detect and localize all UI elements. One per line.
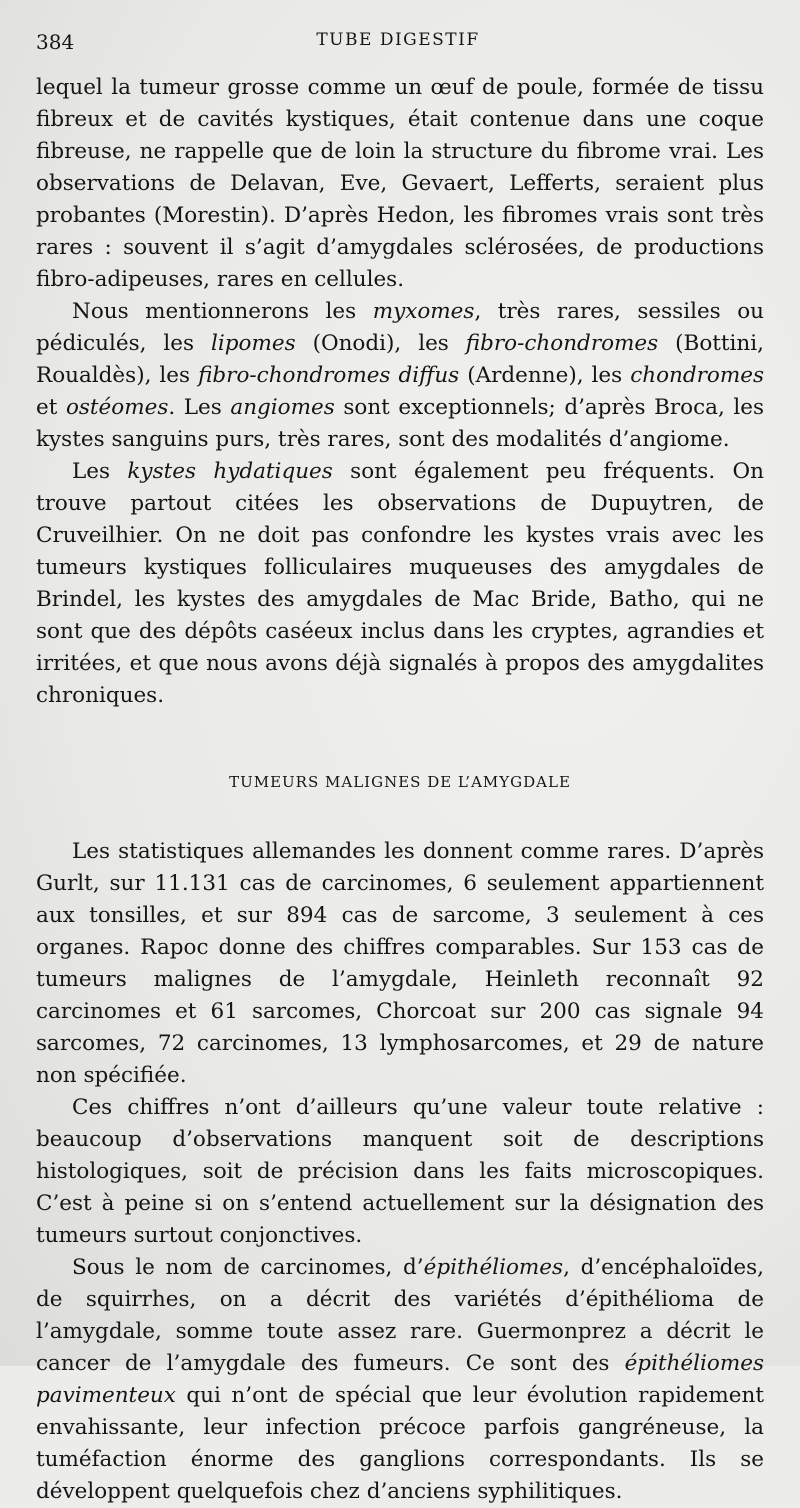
italic-term: épithéliomes pavimenteux bbox=[36, 1351, 764, 1408]
italic-term: chondromes bbox=[630, 363, 764, 388]
paragraph-group-bottom bbox=[36, 836, 764, 1508]
italic-term: lipomes bbox=[211, 331, 296, 356]
italic-term: ostéomes bbox=[65, 395, 169, 420]
running-title: TUBE DIGESTIF bbox=[316, 30, 480, 50]
italic-term: épithéliomes bbox=[423, 1255, 564, 1280]
paragraph bbox=[36, 1252, 764, 1508]
italic-term: fibro-chondromes diffus bbox=[198, 363, 460, 388]
page-body bbox=[36, 72, 764, 1508]
paragraph-group-top bbox=[36, 72, 764, 712]
text-run: , d’encéphaloïdes, de squirrhes, on a décrit des variétés d’épithélioma de l’amygdale, somme toute assez rare. Guermonprez a décrit le cancer de l’amygdale des fumeurs. Ce sont des bbox=[36, 1255, 764, 1376]
text-run: sont également peu fréquents. On trouve partout citées les observations de Dupuytren, de Cruveilhier. On ne doit pas confondre les kystes vrais avec les tumeurs kystiques folliculaires muqueuses des amygdales de Brindel, les kystes des amygdales de Mac Bride, Batho, qui ne sont que des dépôts caséeux inclus dans les cryptes, agrandies et irritées, et que nous avons déjà signalés à propos des amygdalites chroniques. bbox=[36, 459, 764, 708]
page-number: 384 bbox=[36, 30, 75, 54]
text-run: et bbox=[36, 395, 66, 420]
italic-term: myxomes bbox=[372, 299, 475, 324]
text-run: . Les bbox=[168, 395, 231, 420]
page-header bbox=[36, 26, 760, 60]
text-run: (Onodi), les bbox=[295, 331, 466, 356]
paragraph bbox=[36, 836, 764, 1092]
text-run: Sous le nom de carcinomes, d’ bbox=[72, 1255, 424, 1280]
text-run: Ces chiffres n’ont d’ailleurs qu’une valeur toute relative : beaucoup d’observations manquent soit de descriptions histologiques, soit de précision dans les faits microscopiques. C’est à peine si on s’entend actuellement sur la désignation des tumeurs surtout conjonctives. bbox=[36, 1095, 764, 1248]
text-run: Les bbox=[72, 459, 128, 484]
section-title: TUMEURS MALIGNES DE L’AMYGDALE bbox=[229, 773, 571, 791]
text-run: (Bottini, Roualdès), les bbox=[36, 331, 764, 388]
text-run: lequel la tumeur grosse comme un œuf de poule, formée de tissu fibreux et de cavités kystiques, était contenue dans une coque fibreuse, ne rappelle que de loin la structure du fibrome vrai. Les observations de Delavan, Eve, Gevaert, Lefferts, seraient plus probantes (Morestin). D’après Hedon, les fibromes vrais sont très rares : souvent il s’agit d’amygdales sclérosées, de productions fibro-adipeuses, rares en cellules. bbox=[36, 75, 764, 292]
paragraph bbox=[36, 72, 764, 296]
paragraph bbox=[36, 1092, 764, 1252]
paragraph bbox=[36, 296, 764, 456]
text-run: , très rares, sessiles ou pédiculés, les bbox=[36, 299, 764, 356]
italic-term: fibro-chondromes bbox=[465, 331, 659, 356]
text-run: Les statistiques allemandes les donnent comme rares. D’après Gurlt, sur 11.131 cas de carcinomes, 6 seulement appartiennent aux tonsilles, et sur 894 cas de sarcome, 3 seulement à ces organes. Rapoc donne des chiffres comparables. Sur 153 cas de tumeurs malignes de l’amygdale, Heinleth reconnaît 92 carcinomes et 61 sarcomes, Chorcoat sur 200 cas signale 94 sarcomes, 72 carcinomes, 13 lymphosarcomes, et 29 de nature non spécifiée. bbox=[36, 839, 764, 1088]
text-run: sont exceptionnels; d’après Broca, les kystes sanguins purs, très rares, sont des modalités d’angiome. bbox=[36, 395, 765, 452]
text-run: (Ardenne), les bbox=[459, 363, 631, 388]
italic-term: angiomes bbox=[230, 395, 335, 420]
text-run: Nous mentionnerons les bbox=[72, 299, 373, 324]
italic-term: kystes hydatiques bbox=[127, 459, 333, 484]
text-run: qui n’ont de spécial que leur évolution rapidement envahissante, leur infection précoce parfois gangréneuse, la tuméfaction énorme des ganglions correspondants. Ils se développent quelquefois chez d’anciens syphilitiques. bbox=[36, 1383, 764, 1504]
paragraph bbox=[36, 456, 764, 712]
